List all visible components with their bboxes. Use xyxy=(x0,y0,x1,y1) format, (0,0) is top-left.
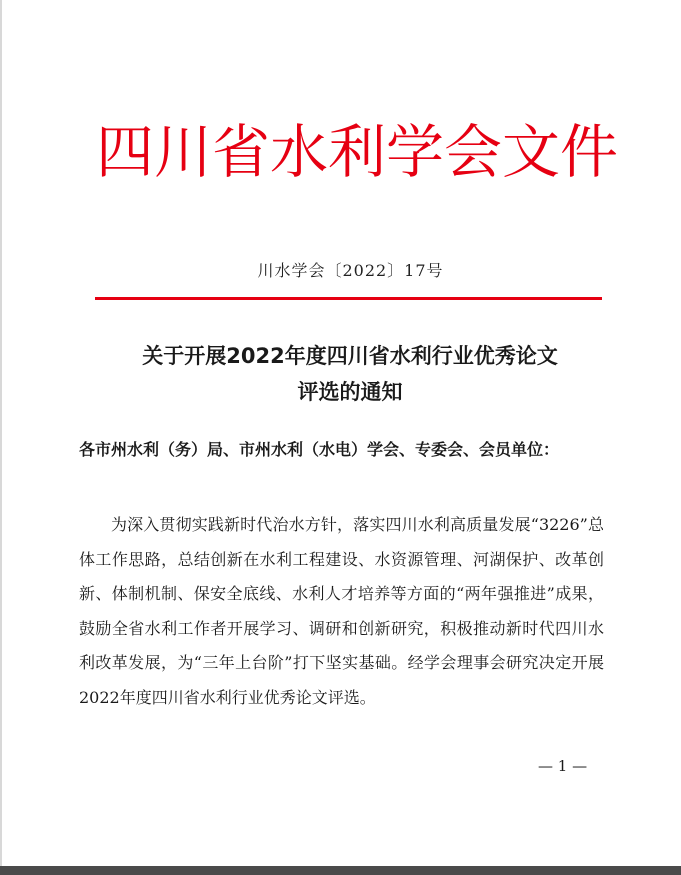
page-left-border xyxy=(0,0,2,875)
body-paragraph: 为深入贯彻实践新时代治水方针，落实四川水利高质量发展“3226”总体工作思路，总结创新在水利工程建设、水资源管理、河湖保护、改革创新、体制机制、保安全底线、水利人才培养等方面的“两年强推进”成果，鼓励全省水利工作者开展学习、调研和创新研究，积极推动新时代四川水利改革发展，为“三年上台阶”打下坚实基础。经学会理事会研究决定开展2022年度四川省水利行业优秀论文评选。 xyxy=(79,515,604,707)
title-line-1: 关于开展2022年度四川省水利行业优秀论文 xyxy=(142,344,558,368)
title-line-2: 评选的通知 xyxy=(297,380,403,404)
document-title xyxy=(60,338,640,410)
page-number: — 1 — xyxy=(538,757,588,775)
issuer-masthead: 四川省水利学会文件 xyxy=(96,118,619,186)
addressee-line: 各市州水利（务）局、市州水利（水电）学会、专委会、会员单位： xyxy=(79,440,560,459)
document-number: 川水学会〔2022〕17号 xyxy=(257,261,444,280)
bottom-bar xyxy=(0,866,681,875)
red-divider-line xyxy=(95,297,602,300)
